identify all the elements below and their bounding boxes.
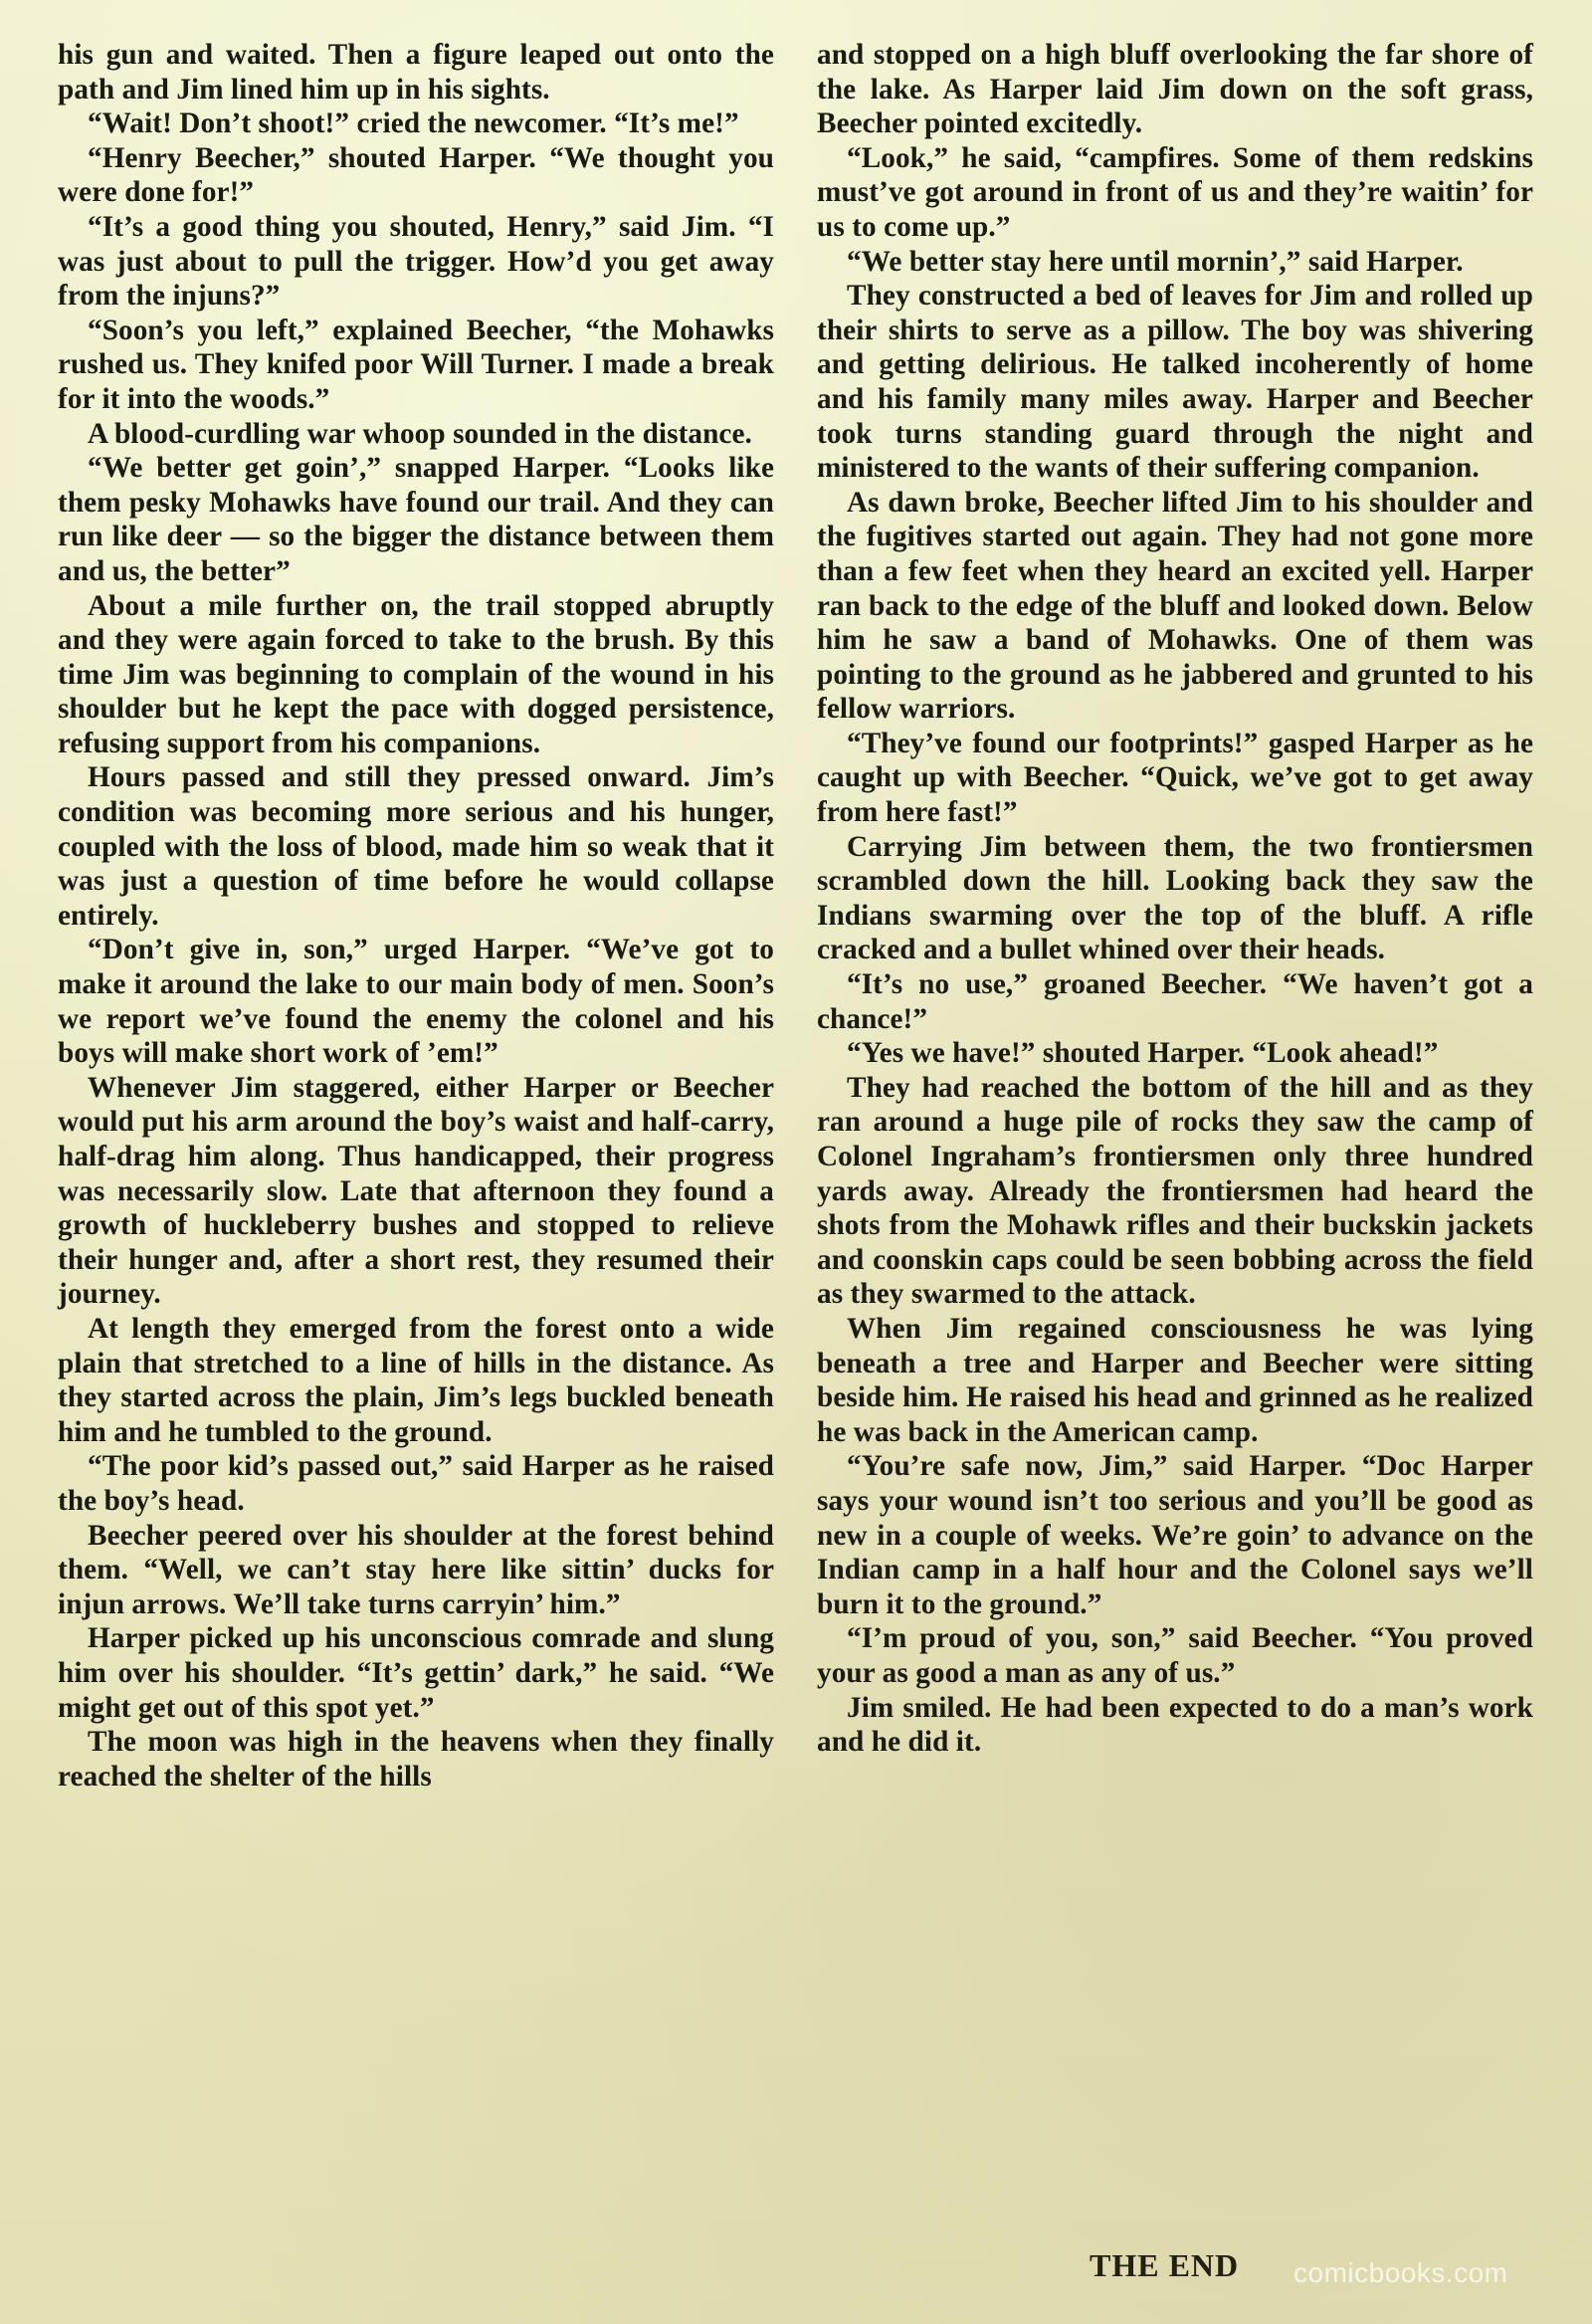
story-paragraph: “Don’t give in, son,” urged Harper. “We’ve got to make it around the lake to our main body of men. Soon’s we report we’ve found the enemy the colonel and his boys will make short work of ’em!” [58, 934, 774, 1070]
story-paragraph: “I’m proud of you, son,” said Beecher. “You proved your as good a man as any of us.” [817, 1622, 1533, 1689]
story-paragraph: his gun and waited. Then a figure leaped out onto the path and Jim lined him up in his sights. [58, 39, 774, 106]
story-paragraph: The moon was high in the heavens when they finally reached the shelter of the hills [58, 1726, 774, 1793]
story-paragraph: About a mile further on, the trail stopped abruptly and they were again forced to take to the brush. By this time Jim was beginning to complain of the wound in his shoulder but he kept the pace with dogged persistence, refusing support from his companions. [58, 589, 774, 759]
left-text-column [58, 38, 774, 1794]
story-paragraph: “You’re safe now, Jim,” said Harper. “Doc Harper says your wound isn’t too serious and you’ll be good as new in a couple of weeks. We’re goin’ to advance on the Indian camp in a half hour and the Colonel says we’ll burn it to the ground.” [817, 1450, 1533, 1620]
the-end-label: THE END [1090, 2247, 1240, 2283]
story-paragraph: Jim smiled. He had been expected to do a man’s work and he did it. [817, 1691, 1533, 1759]
right-text-column [817, 38, 1533, 1760]
story-paragraph: “We better stay here until mornin’,” said Harper. [847, 245, 1464, 278]
story-paragraph: When Jim regained consciousness he was lying beneath a tree and Harper and Beecher were sitting beside him. He raised his head and grinned as he realized he was back in the American camp. [817, 1312, 1533, 1448]
story-paragraph: “It’s no use,” groaned Beecher. “We haven’t got a chance!” [817, 968, 1533, 1035]
story-paragraph: Beecher peered over his shoulder at the forest behind them. “Well, we can’t stay here like sittin’ ducks for injun arrows. We’ll take turns carryin’ him.” [58, 1519, 774, 1620]
story-paragraph: “They’ve found our footprints!” gasped Harper as he caught up with Beecher. “Quick, we’ve got to get away from here fast!” [817, 727, 1533, 829]
story-paragraph: Hours passed and still they pressed onward. Jim’s condition was becoming more serious and his hunger, coupled with the loss of blood, made him so weak that it was just a question of time before he would collapse entirely. [58, 761, 774, 932]
story-paragraph: They constructed a bed of leaves for Jim and rolled up their shirts to serve as a pillow. The boy was shivering and getting delirious. He talked incoherently of home and his family many miles away. Harper and Beecher took turns standing guard through the night and ministered to the wants of their suffering companion. [817, 280, 1533, 485]
story-paragraph: “It’s a good thing you shouted, Henry,” said Jim. “I was just about to pull the trigger. How’d you get away from the injuns?” [58, 210, 774, 313]
story-paragraph: A blood-curdling war whoop sounded in the distance. [88, 417, 752, 450]
story-paragraph: “Wait! Don’t shoot!” cried the newcomer. “It’s me!” [88, 107, 739, 140]
story-paragraph: and stopped on a high bluff overlooking the far shore of the lake. As Harper laid Jim down on the soft grass, Beecher pointed excitedly. [817, 39, 1533, 140]
story-paragraph: “The poor kid’s passed out,” said Harper as he raised the boy’s head. [58, 1450, 774, 1517]
story-paragraph: At length they emerged from the forest onto a wide plain that stretched to a line of hills in the distance. As they started across the plain, Jim’s legs buckled beneath him and he tumbled to the ground. [58, 1312, 774, 1448]
site-watermark: comicbooks.com [1294, 2257, 1508, 2288]
story-paragraph: Carrying Jim between them, the two frontiersmen scrambled down the hill. Looking back they saw the Indians swarming over the top of the bluff. A rifle cracked and a bullet whined over their heads. [817, 830, 1533, 966]
story-paragraph: “Soon’s you left,” explained Beecher, “the Mohawks rushed us. They knifed poor Will Turner. I made a break for it into the woods.” [58, 314, 774, 415]
story-paragraph: “Look,” he said, “campfires. Some of them redskins must’ve got around in front of us and they’re waitin’ for us to come up.” [817, 141, 1533, 243]
story-paragraph: Whenever Jim staggered, either Harper or Beecher would put his arm around the boy’s waist and half-carry, half-drag him along. Thus handicapped, their progress was necessarily slow. Late that afternoon they found a growth of huckleberry bushes and stopped to relieve their hunger and, after a short rest, they resumed their journey. [58, 1071, 774, 1311]
story-paragraph: They had reached the bottom of the hill and as they ran around a huge pile of rocks they saw the camp of Colonel Ingraham’s frontiersmen only three hundred yards away. Already the frontiersmen had heard the shots from the Mohawk rifles and their buckskin jackets and coonskin caps could be seen bobbing across the field as they swarmed to the attack. [817, 1071, 1533, 1311]
story-paragraph: Harper picked up his unconscious comrade and slung him over his shoulder. “It’s gettin’ dark,” he said. “We might get out of this spot yet.” [58, 1622, 774, 1724]
story-paragraph: “Yes we have!” shouted Harper. “Look ahead!” [847, 1037, 1439, 1070]
story-paragraph: “Henry Beecher,” shouted Harper. “We thought you were done for!” [58, 141, 774, 209]
story-paragraph: “We better get goin’,” snapped Harper. “Looks like them pesky Mohawks have found our trail. And they can run like deer — so the bigger the distance between them and us, the better” [58, 452, 774, 587]
story-paragraph: As dawn broke, Beecher lifted Jim to his shoulder and the fugitives started out again. They had not gone more than a few feet when they heard an excited yell. Harper ran back to the edge of the bluff and looked down. Below him he saw a band of Mohawks. One of them was pointing to the ground as he jabbered and grunted to his fellow warriors. [817, 486, 1533, 726]
